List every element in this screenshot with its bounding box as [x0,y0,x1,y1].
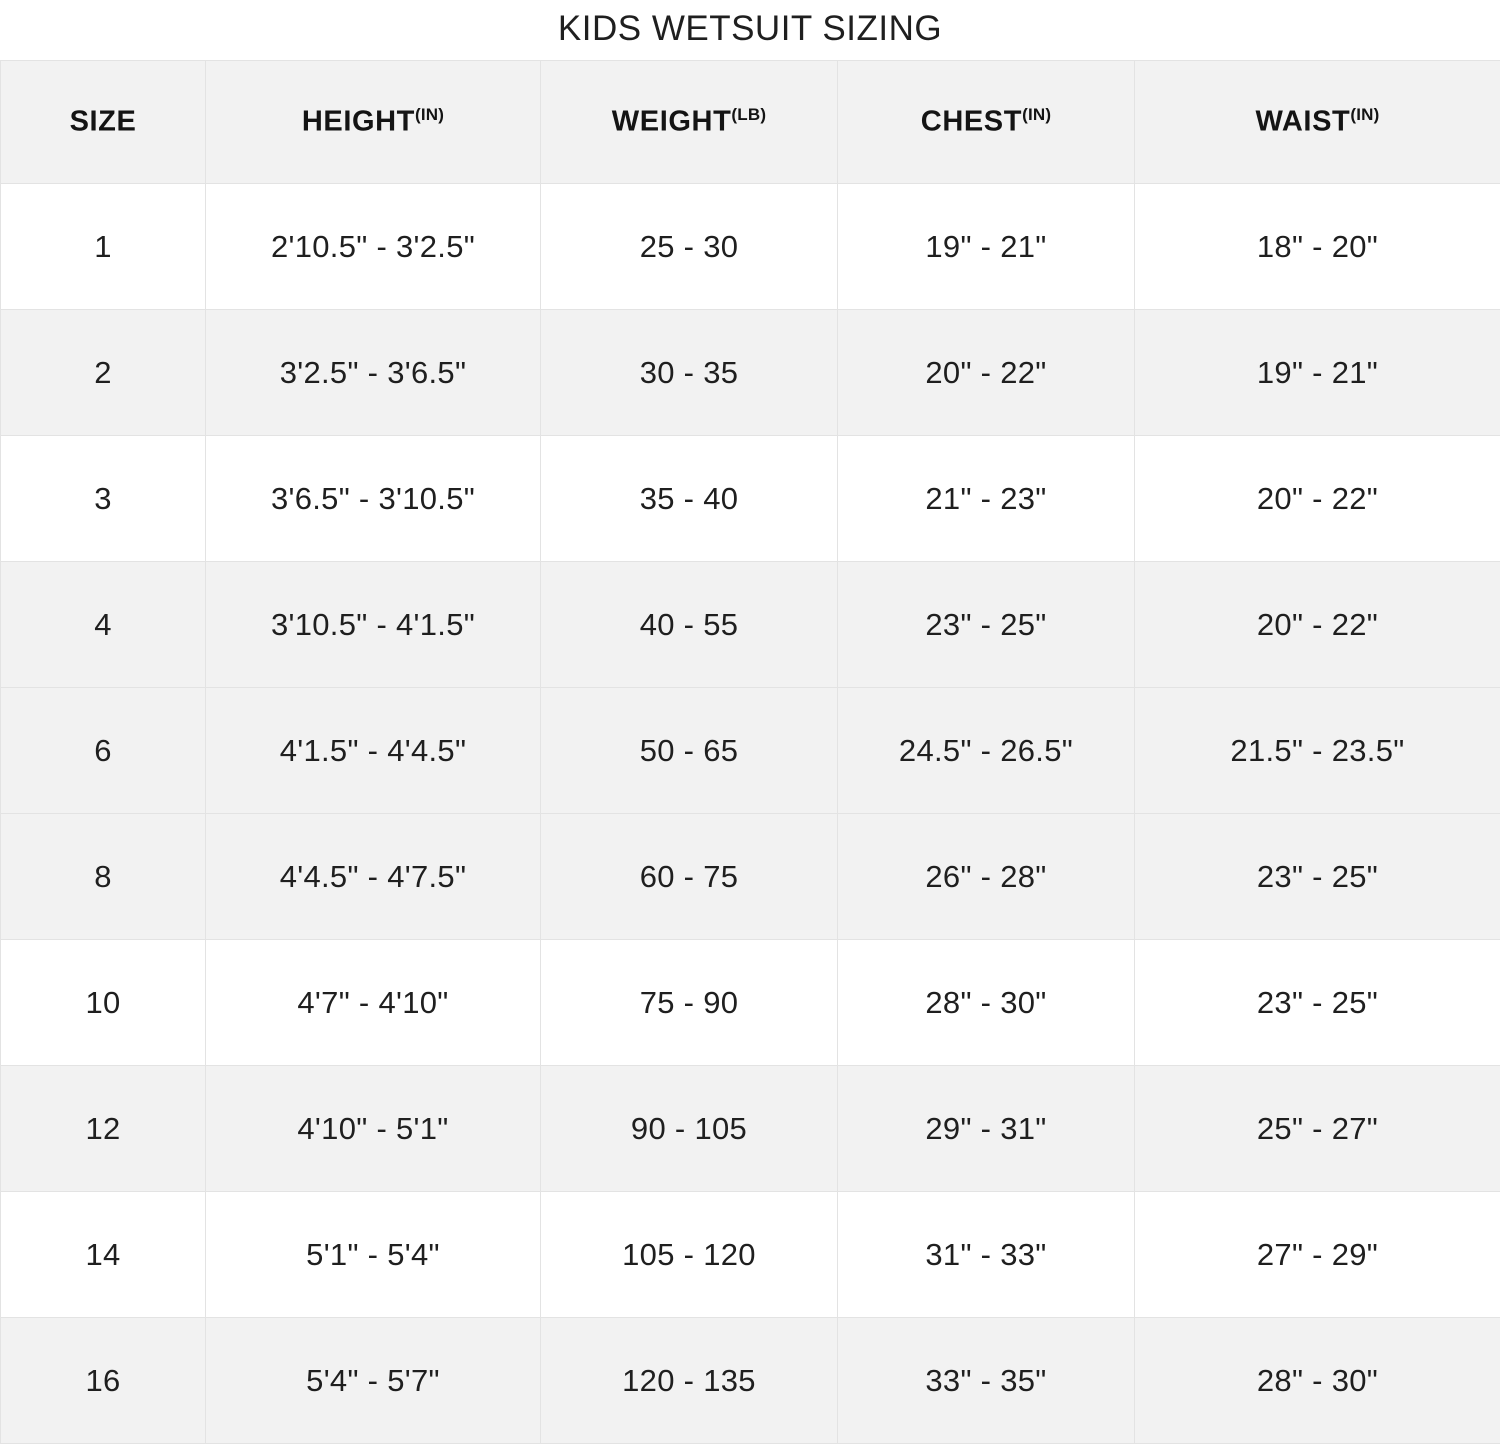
cell-chest: 20" - 22" [838,310,1135,436]
cell-chest: 26" - 28" [838,814,1135,940]
cell-chest: 33" - 35" [838,1318,1135,1444]
cell-height: 2'10.5" - 3'2.5" [206,184,541,310]
cell-waist: 20" - 22" [1135,436,1500,562]
table-row [1,688,1500,814]
cell-chest: 21" - 23" [838,436,1135,562]
table-header [1,61,1500,184]
cell-weight: 105 - 120 [541,1192,838,1318]
column-header-size-label: SIZE [69,105,137,138]
cell-size: 12 [1,1066,206,1192]
cell-weight: 25 - 30 [541,184,838,310]
column-header-chest-label: CHEST [920,105,1023,138]
cell-chest: 24.5" - 26.5" [838,688,1135,814]
cell-weight: 75 - 90 [541,940,838,1066]
cell-weight: 30 - 35 [541,310,838,436]
cell-weight: 120 - 135 [541,1318,838,1444]
cell-size: 6 [1,688,206,814]
cell-height: 3'2.5" - 3'6.5" [206,310,541,436]
table-row [1,1066,1500,1192]
cell-height: 5'4" - 5'7" [206,1318,541,1444]
cell-height: 4'1.5" - 4'4.5" [206,688,541,814]
cell-height: 4'10" - 5'1" [206,1066,541,1192]
column-header-chest-unit: (IN) [1022,105,1052,125]
table-row [1,310,1500,436]
cell-waist: 20" - 22" [1135,562,1500,688]
cell-size: 10 [1,940,206,1066]
table-row [1,814,1500,940]
page-title: KIDS WETSUIT SIZING [557,9,943,48]
cell-waist: 18" - 20" [1135,184,1500,310]
cell-size: 2 [1,310,206,436]
cell-chest: 31" - 33" [838,1192,1135,1318]
cell-size: 8 [1,814,206,940]
cell-size: 4 [1,562,206,688]
table-header-row [1,61,1500,184]
column-header-waist-unit: (IN) [1350,105,1380,125]
cell-height: 4'4.5" - 4'7.5" [206,814,541,940]
cell-weight: 90 - 105 [541,1066,838,1192]
cell-size: 14 [1,1192,206,1318]
cell-weight: 60 - 75 [541,814,838,940]
cell-chest: 23" - 25" [838,562,1135,688]
column-header-weight-label: WEIGHT [611,105,732,138]
column-header-height [206,61,541,184]
cell-waist: 21.5" - 23.5" [1135,688,1500,814]
cell-waist: 25" - 27" [1135,1066,1500,1192]
cell-height: 3'6.5" - 3'10.5" [206,436,541,562]
cell-height: 4'7" - 4'10" [206,940,541,1066]
cell-weight: 35 - 40 [541,436,838,562]
column-header-weight [541,61,838,184]
cell-size: 3 [1,436,206,562]
table-body [1,184,1500,1444]
cell-waist: 19" - 21" [1135,310,1500,436]
column-header-waist-label: WAIST [1255,105,1351,138]
kids-wetsuit-sizing-table [0,60,1500,1444]
cell-height: 5'1" - 5'4" [206,1192,541,1318]
column-header-weight-unit: (LB) [731,105,767,125]
column-header-waist [1135,61,1500,184]
table-row [1,436,1500,562]
table-row [1,1318,1500,1444]
cell-weight: 50 - 65 [541,688,838,814]
table-row [1,184,1500,310]
column-header-chest [838,61,1135,184]
cell-height: 3'10.5" - 4'1.5" [206,562,541,688]
cell-chest: 19" - 21" [838,184,1135,310]
cell-weight: 40 - 55 [541,562,838,688]
cell-size: 1 [1,184,206,310]
table-row [1,940,1500,1066]
cell-waist: 27" - 29" [1135,1192,1500,1318]
table-row [1,562,1500,688]
cell-waist: 23" - 25" [1135,940,1500,1066]
cell-chest: 29" - 31" [838,1066,1135,1192]
column-header-height-unit: (IN) [415,105,445,125]
cell-waist: 23" - 25" [1135,814,1500,940]
table-row [1,1192,1500,1318]
cell-size: 16 [1,1318,206,1444]
column-header-height-label: HEIGHT [301,105,416,138]
cell-waist: 28" - 30" [1135,1318,1500,1444]
cell-chest: 28" - 30" [838,940,1135,1066]
column-header-size [1,61,206,184]
